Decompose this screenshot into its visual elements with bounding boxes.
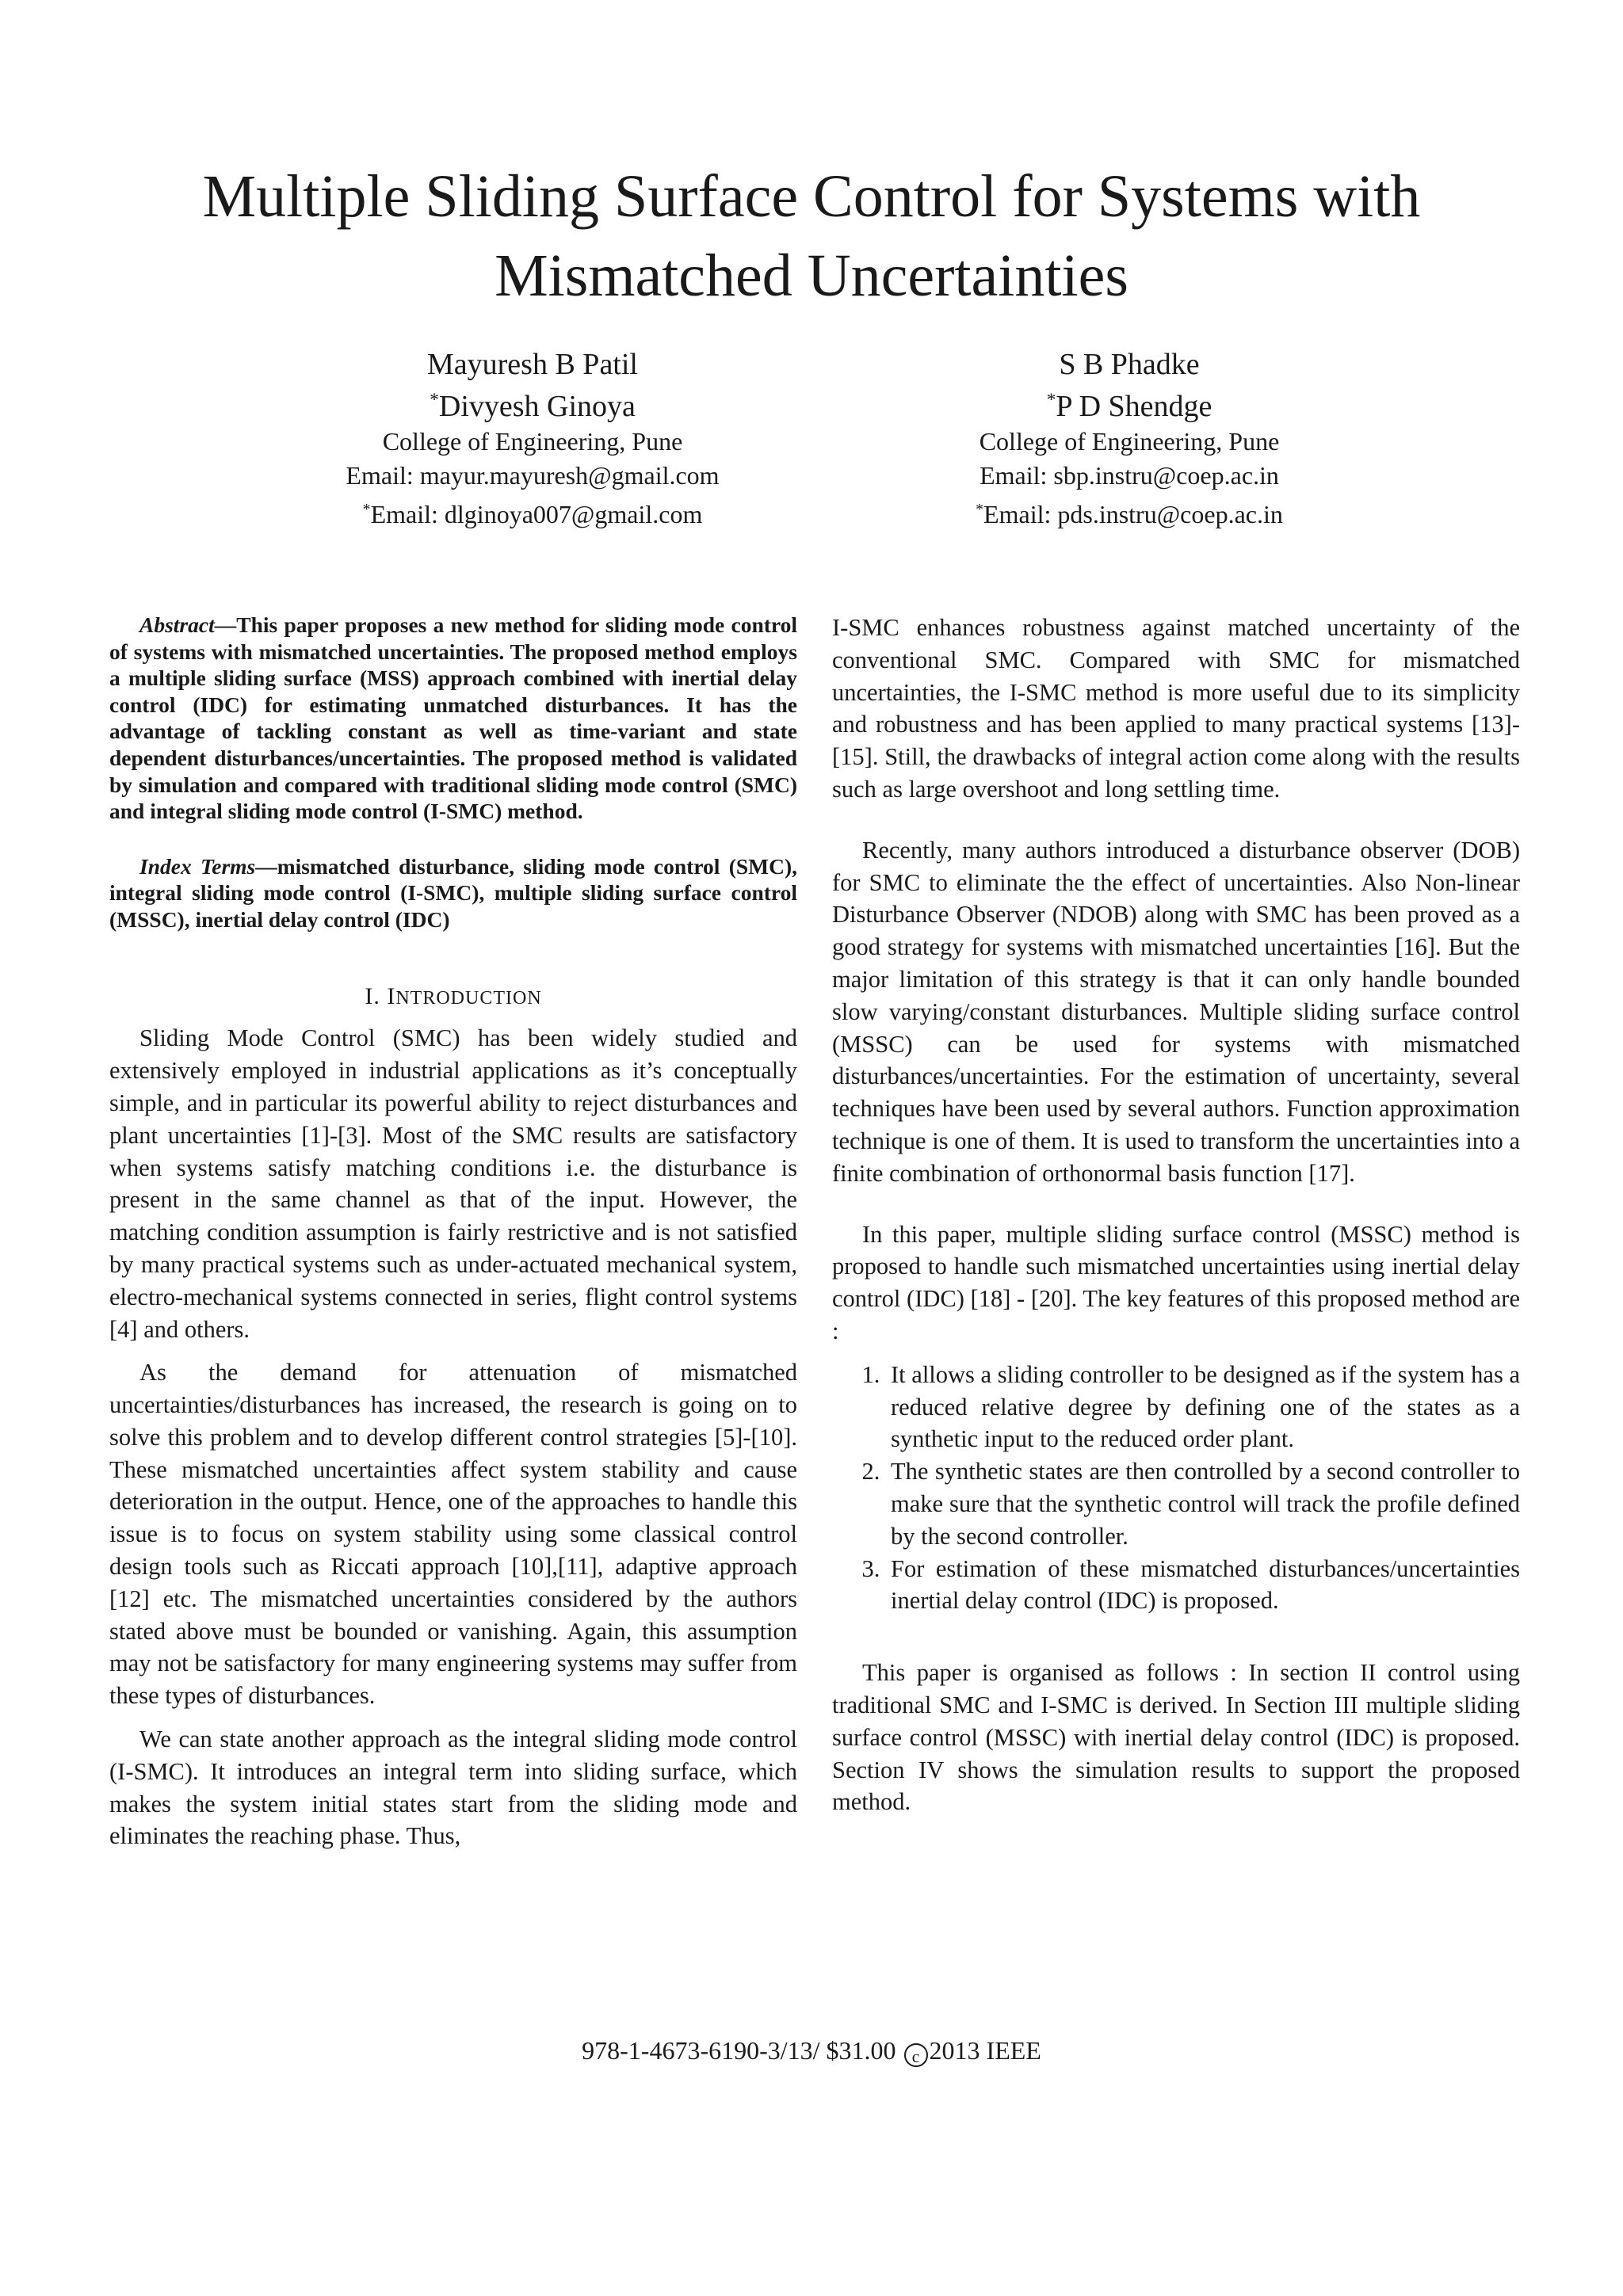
feature-list — [832, 1359, 1520, 1617]
list-item: 2. The synthetic states are then controlled by a second controller to make sure that the synthetic control will track the profile defined by the second controller. — [886, 1455, 1520, 1552]
author-email-corresponding: *Email: pds.instru@coep.ac.in — [976, 499, 1283, 528]
author-block-left — [255, 347, 810, 532]
body-paragraph: I-SMC enhances robustness against matched uncertainty of the conventional SMC. Compared with SMC for mismatched uncertainties, the I-SMC method is more useful due to its simplicity and robustness and has been applied to many practical systems [13]-[15]. Still, the drawbacks of integral action come along with the results such as large overshoot and long settling time. — [832, 614, 1520, 803]
body-paragraph: In this paper, multiple sliding surface control (MSSC) method is proposed to handle such mismatched uncertainties using inertial delay control (IDC) [18] - [20]. The key features of this proposed method are : — [832, 1220, 1520, 1344]
author-email: Email: sbp.instru@coep.ac.in — [980, 460, 1279, 490]
body-paragraph: Sliding Mode Control (SMC) has been widely studied and extensively employed in industrial applications as it’s conceptually simple, and in particular its powerful ability to reject disturbances and plant uncertainties [1]-[3]. Most of the SMC results are satisfactory when systems satisfy matching conditions i.e. the disturbance is present in the same channel as that of the input. However, the matching condition assumption is fairly restrictive and is not satisfied by many practical systems such as under-actuated mechanical system, electro-mechanical systems connected in series, flight control systems [4] and others. — [109, 1024, 797, 1343]
author-name: Mayuresh B Patil — [427, 348, 638, 381]
author-name: S B Phadke — [1059, 348, 1200, 381]
index-terms — [109, 853, 797, 933]
author-email: Email: mayur.mayuresh@gmail.com — [346, 460, 720, 490]
body-paragraph: As the demand for attenuation of mismatched uncertainties/disturbances has increased, the research is going on to solve this problem and to develop different control strategies [5]-[10]. These mismatched uncertainties affect system stability and cause deterioration in the output. Hence, one of the approaches to handle this issue is to focus on system stability using some classical control design tools such as Riccati approach [10],[11], adaptive approach [12] etc. The mismatched uncertainties considered by the authors stated above must be bounded or vanishing. Again, this assumption may not be satisfactory for many engineering systems may suffer from these types of disturbances. — [109, 1359, 797, 1710]
index-terms-label: Index Terms — [139, 853, 256, 879]
author-name-corresponding: *Divyesh Ginoya — [430, 389, 636, 423]
author-email-corresponding: *Email: dlginoya007@gmail.com — [362, 499, 703, 528]
left-column — [109, 612, 797, 1852]
body-paragraph: We can state another approach as the integral sliding mode control (I-SMC). It introduces an integral term into sliding surface, which makes the system initial states start from the sliding mode and eliminates the reaching phase. Thus, — [109, 1726, 797, 1850]
author-block-right — [852, 347, 1407, 532]
body-paragraph: This paper is organised as follows : In section II control using traditional SMC and I-SMC is derived. In Section III multiple sliding surface control (MSSC) with inertial delay control (IDC) is proposed. Section IV shows the simulation results to support the proposed method. — [832, 1659, 1520, 1816]
isbn-price: 978-1-4673-6190-3/13/ $31.00 — [582, 2036, 903, 2065]
author-name-corresponding: *P D Shendge — [1046, 389, 1212, 423]
index-terms-text: —mismatched disturbance, sliding mode control (SMC), integral sliding mode control (I-SMC), multiple sliding surface control (MSSC), inertial delay control (IDC) — [109, 853, 797, 932]
copyright-footer — [0, 2035, 1623, 2067]
right-column — [832, 612, 1520, 1818]
author-affiliation: College of Engineering, Pune — [382, 426, 683, 456]
copyright-year: 2013 IEEE — [929, 2036, 1041, 2065]
list-item: 3. For estimation of these mismatched disturbances/uncertainties inertial delay control (IDC) is proposed. — [886, 1553, 1520, 1618]
body-paragraph: Recently, many authors introduced a disturbance observer (DOB) for SMC to eliminate the the effect of uncertainties. Also Non-linear Disturbance Observer (NDOB) along with SMC has been proved as a good strategy for systems with mismatched uncertainties [16]. But the major limitation of this strategy is that it can only handle bounded slow varying/constant disturbances. Multiple sliding surface control (MSSC) can be used for systems with mismatched disturbances/uncertainties. For the estimation of uncertainty, several techniques have been used by several authors. Function approximation technique is one of them. It is used to transform the uncertainties into a finite combination of orthonormal basis function [17]. — [832, 836, 1520, 1187]
author-affiliation: College of Engineering, Pune — [979, 426, 1280, 456]
abstract-text: —This paper proposes a new method for sliding mode control of systems with mismatched uncertainties. The proposed method employs a multiple sliding surface (MSS) approach combined with inertial delay control (IDC) for estimating unmatched disturbances. It has the advantage of tackling constant as well as time-variant and state dependent disturbances/uncertainties. The proposed method is validated by simulation and compared with traditional sliding mode control (SMC) and integral sliding mode control (I-SMC) method. — [109, 612, 797, 824]
abstract — [109, 612, 797, 825]
list-item: 1. It allows a sliding controller to be designed as if the system has a reduced relative degree by defining one of the states as a synthetic input to the reduced order plant. — [886, 1359, 1520, 1455]
section-heading-introduction: I. INTRODUCTION — [365, 982, 542, 1009]
asterisk-mark: * — [430, 390, 439, 410]
paper-title: Multiple Sliding Surface Control for Systems with Mismatched Uncertainties — [202, 163, 1421, 309]
abstract-label: Abstract — [139, 612, 215, 637]
asterisk-mark: * — [1046, 390, 1056, 410]
copyright-icon: c — [904, 2043, 928, 2067]
